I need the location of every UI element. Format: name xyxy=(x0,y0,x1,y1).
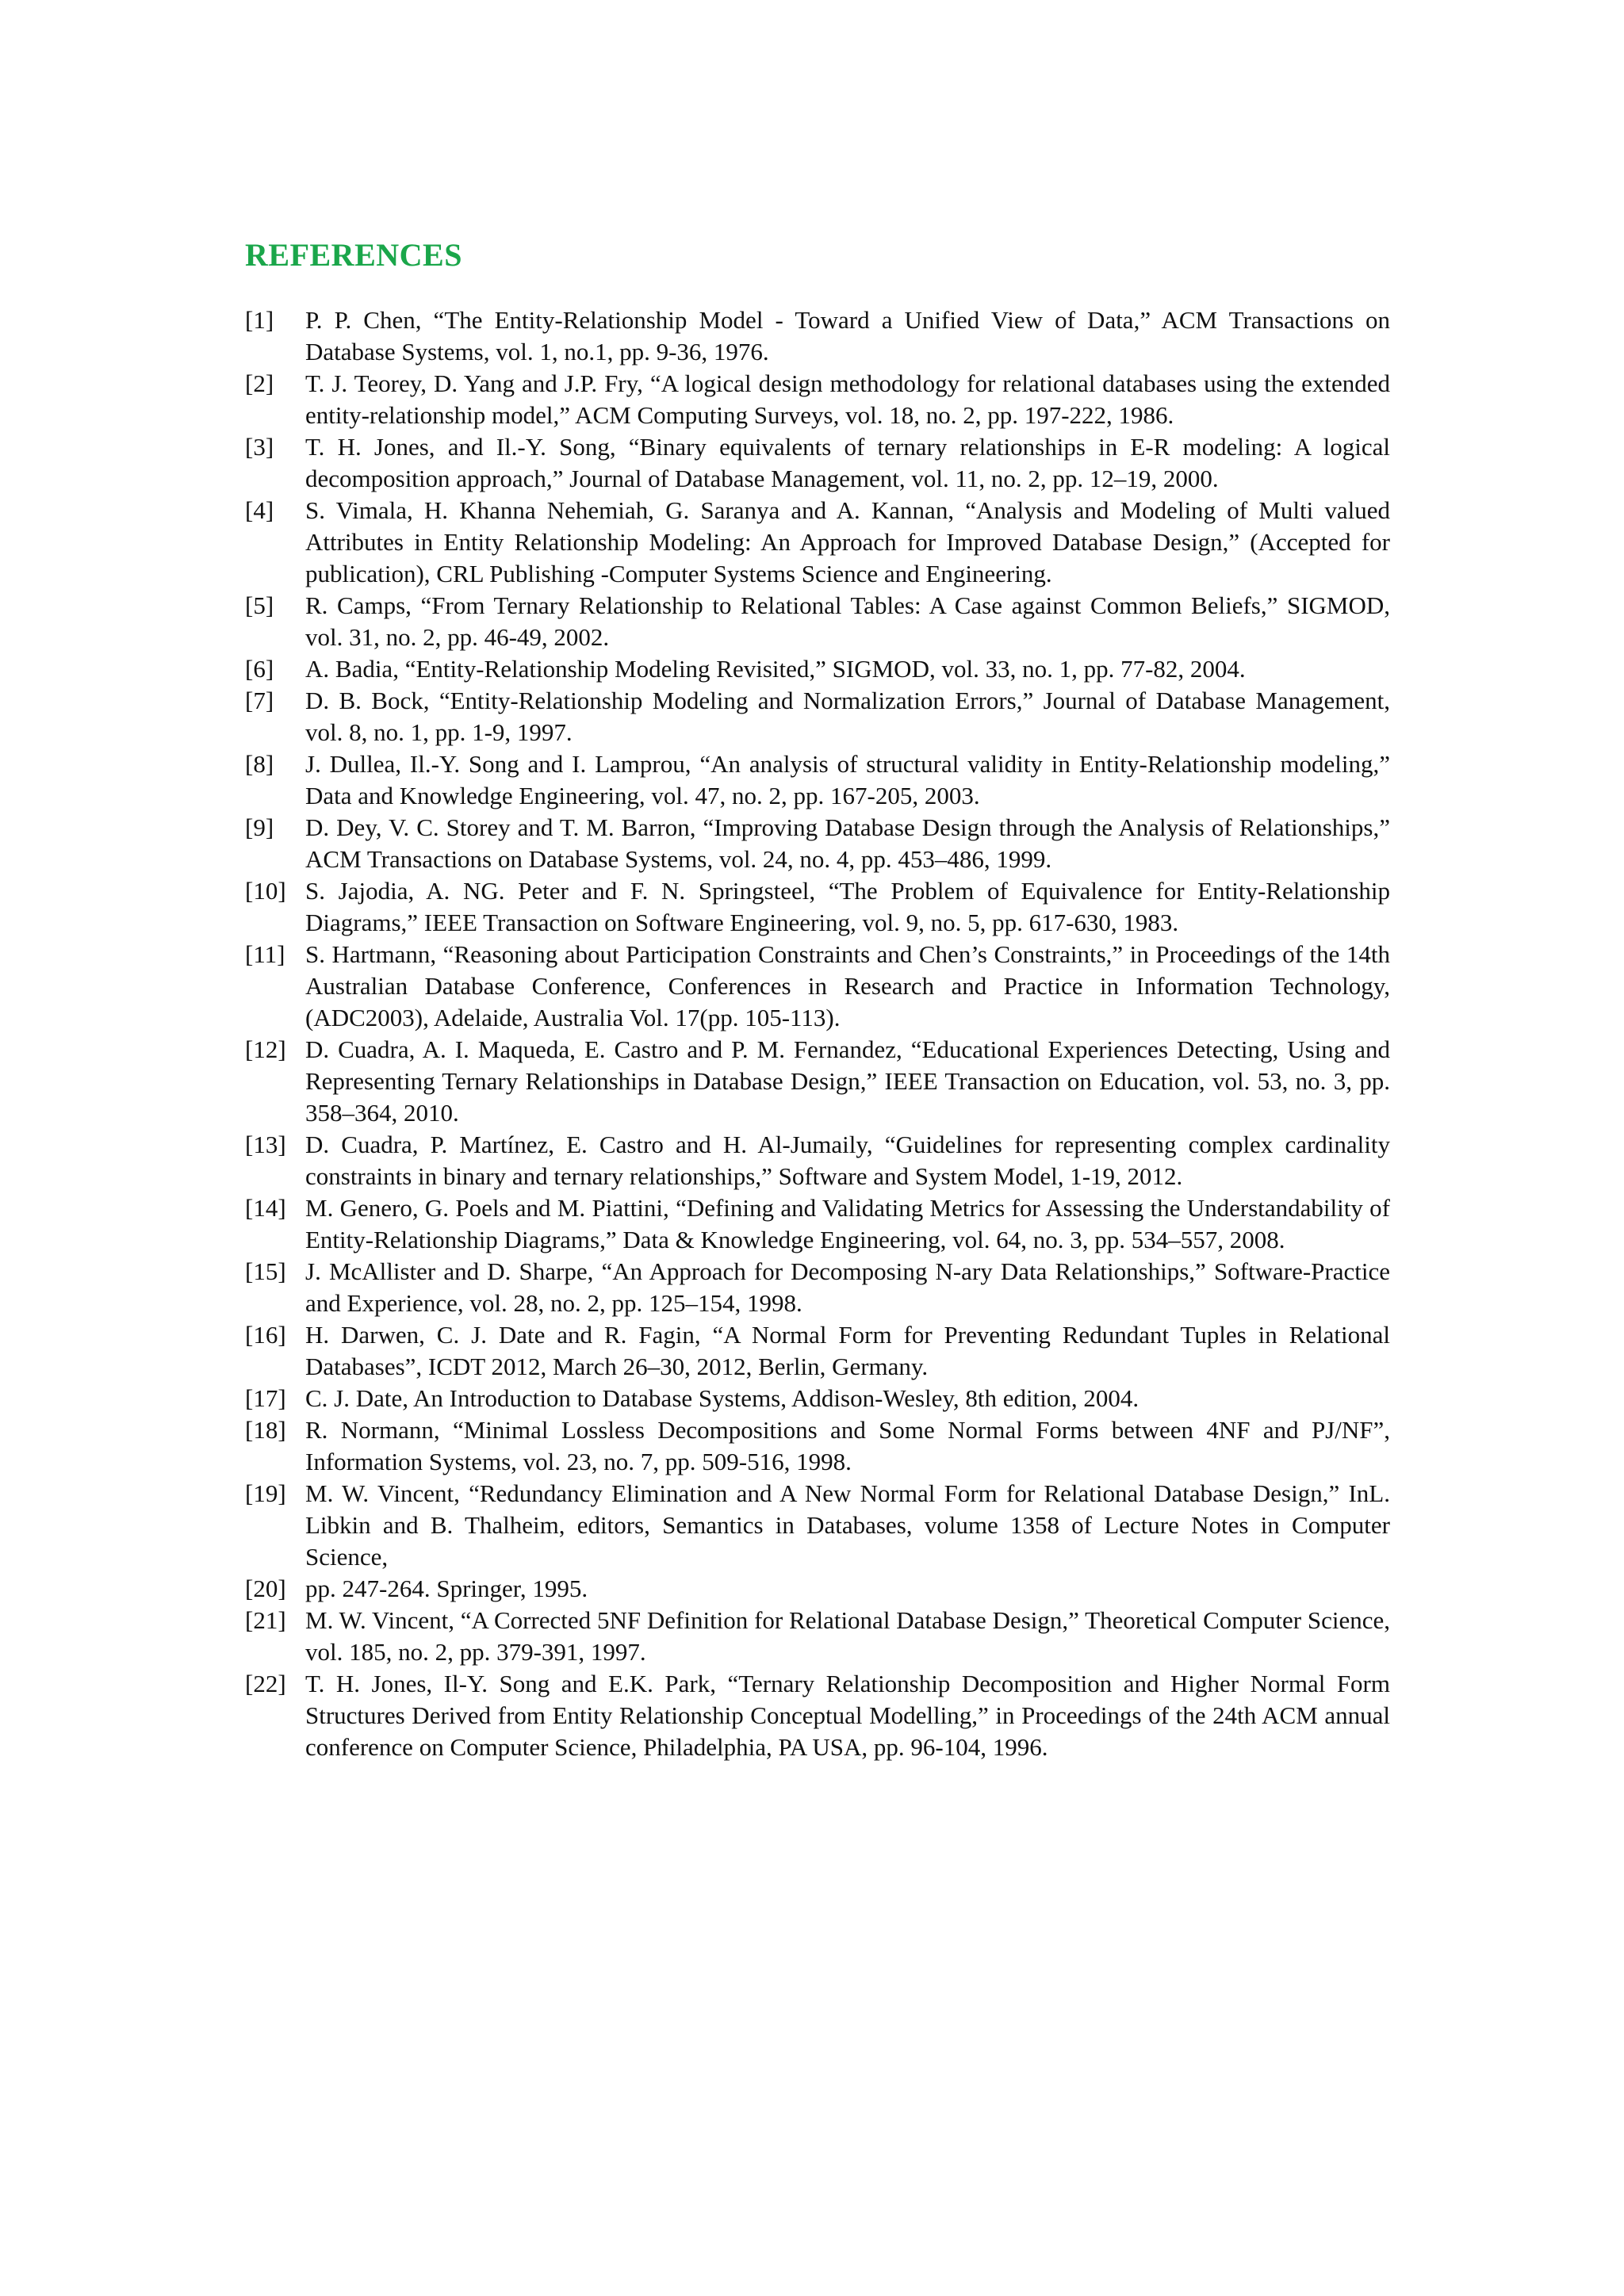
reference-text: T. H. Jones, and Il.-Y. Song, “Binary equivalents of ternary relationships in E-R modeling: A logical decomposition approach,” Journal of Database Management, vol. 11, no. 2, pp. 12–19, 2000. xyxy=(305,433,1390,492)
reference-item xyxy=(245,748,1390,812)
reference-text: C. J. Date, An Introduction to Database Systems, Addison-Wesley, 8th edition, 2004. xyxy=(305,1384,1139,1412)
reference-number: [19] xyxy=(245,1479,286,1507)
reference-text: P. P. Chen, “The Entity-Relationship Model - Toward a Unified View of Data,” ACM Transactions on Database Systems, vol. 1, no.1, pp. 9-36, 1976. xyxy=(305,306,1390,365)
reference-number: [20] xyxy=(245,1575,286,1602)
reference-text: T. H. Jones, Il-Y. Song and E.K. Park, “Ternary Relationship Decomposition and Higher Normal Form Structures Derived from Entity Relationship Conceptual Modelling,” in Proceedings of the 24th ACM annual conference on Computer Science, Philadelphia, PA USA, pp. 96-104, 1996. xyxy=(305,1670,1390,1761)
reference-item xyxy=(245,590,1390,653)
reference-item xyxy=(245,368,1390,431)
reference-item xyxy=(245,875,1390,939)
reference-text: J. McAllister and D. Sharpe, “An Approach for Decomposing N-ary Data Relationships,” Software-Practice and Experience, vol. 28, no. 2, pp. 125–154, 1998. xyxy=(305,1257,1390,1317)
reference-number: [8] xyxy=(245,750,274,778)
reference-number: [13] xyxy=(245,1131,286,1158)
reference-item xyxy=(245,1573,1390,1605)
reference-item xyxy=(245,812,1390,875)
reference-number: [14] xyxy=(245,1194,286,1222)
reference-item xyxy=(245,1668,1390,1763)
reference-item xyxy=(245,653,1390,685)
reference-item xyxy=(245,1192,1390,1256)
reference-number: [22] xyxy=(245,1670,286,1697)
reference-item xyxy=(245,1478,1390,1573)
reference-number: [4] xyxy=(245,496,274,524)
references-heading: REFERENCES xyxy=(245,237,462,273)
reference-text: pp. 247-264. Springer, 1995. xyxy=(305,1575,588,1602)
reference-text: S. Jajodia, A. NG. Peter and F. N. Springsteel, “The Problem of Equivalence for Entity-Relationship Diagrams,” IEEE Transaction on Software Engineering, vol. 9, no. 5, pp. 617-630, 1983. xyxy=(305,877,1390,936)
reference-text: R. Normann, “Minimal Lossless Decompositions and Some Normal Forms between 4NF and PJ/NF”, Information Systems, vol. 23, no. 7, pp. 509-516, 1998. xyxy=(305,1416,1390,1475)
reference-number: [17] xyxy=(245,1384,286,1412)
reference-text: M. W. Vincent, “Redundancy Elimination and A New Normal Form for Relational Database Design,” InL. Libkin and B. Thalheim, editors, Semantics in Databases, volume 1358 of Lecture Notes in Computer Science, xyxy=(305,1479,1390,1571)
reference-text: J. Dullea, Il.-Y. Song and I. Lamprou, “An analysis of structural validity in Entity-Relationship modeling,” Data and Knowledge Engineering, vol. 47, no. 2, pp. 167-205, 2003. xyxy=(305,750,1390,809)
reference-number: [7] xyxy=(245,687,274,714)
reference-list xyxy=(245,304,1390,1763)
reference-item xyxy=(245,431,1390,495)
reference-number: [21] xyxy=(245,1606,286,1634)
reference-item xyxy=(245,1319,1390,1383)
reference-item xyxy=(245,495,1390,590)
reference-number: [5] xyxy=(245,591,274,619)
reference-item xyxy=(245,1256,1390,1319)
reference-number: [9] xyxy=(245,813,274,841)
reference-number: [18] xyxy=(245,1416,286,1444)
reference-item xyxy=(245,1605,1390,1668)
reference-text: A. Badia, “Entity-Relationship Modeling Revisited,” SIGMOD, vol. 33, no. 1, pp. 77-82, 2004. xyxy=(305,655,1246,683)
reference-text: M. Genero, G. Poels and M. Piattini, “Defining and Validating Metrics for Assessing the Understandability of Entity-Relationship Diagrams,” Data & Knowledge Engineering, vol. 64, no. 3, pp. 534–557, 2008. xyxy=(305,1194,1390,1253)
reference-item xyxy=(245,1129,1390,1192)
reference-text: D. Cuadra, P. Martínez, E. Castro and H. Al-Jumaily, “Guidelines for representing complex cardinality constraints in binary and ternary relationships,” Software and System Model, 1-19, 2012. xyxy=(305,1131,1390,1190)
reference-number: [11] xyxy=(245,940,285,968)
reference-text: H. Darwen, C. J. Date and R. Fagin, “A Normal Form for Preventing Redundant Tuples in Relational Databases”, ICDT 2012, March 26–30, 2012, Berlin, Germany. xyxy=(305,1321,1390,1380)
reference-text: M. W. Vincent, “A Corrected 5NF Definition for Relational Database Design,” Theoretical Computer Science, vol. 185, no. 2, pp. 379-391, 1997. xyxy=(305,1606,1390,1666)
reference-number: [2] xyxy=(245,369,274,397)
reference-text: D. B. Bock, “Entity-Relationship Modeling and Normalization Errors,” Journal of Database Management, vol. 8, no. 1, pp. 1-9, 1997. xyxy=(305,687,1390,746)
reference-number: [10] xyxy=(245,877,286,905)
reference-item xyxy=(245,1414,1390,1478)
reference-item xyxy=(245,1383,1390,1414)
reference-item xyxy=(245,1034,1390,1129)
reference-item xyxy=(245,685,1390,748)
reference-text: S. Vimala, H. Khanna Nehemiah, G. Saranya and A. Kannan, “Analysis and Modeling of Multi valued Attributes in Entity Relationship Modeling: An Approach for Improved Database Design,” (Accepted for publication), CRL Publishing -Computer Systems Science and Engineering. xyxy=(305,496,1390,587)
reference-item xyxy=(245,939,1390,1034)
reference-number: [15] xyxy=(245,1257,286,1285)
reference-number: [3] xyxy=(245,433,274,461)
reference-item xyxy=(245,304,1390,368)
reference-text: R. Camps, “From Ternary Relationship to Relational Tables: A Case against Common Beliefs,” SIGMOD, vol. 31, no. 2, pp. 46-49, 2002. xyxy=(305,591,1390,651)
reference-text: S. Hartmann, “Reasoning about Participation Constraints and Chen’s Constraints,” in Proceedings of the 14th Australian Database Conference, Conferences in Research and Practice in Information Technology, (ADC2003), Adelaide, Australia Vol. 17(pp. 105-113). xyxy=(305,940,1390,1031)
reference-text: D. Cuadra, A. I. Maqueda, E. Castro and P. M. Fernandez, “Educational Experiences Detecting, Using and Representing Ternary Relationships in Database Design,” IEEE Transaction on Education, vol. 53, no. 3, pp. 358–364, 2010. xyxy=(305,1035,1390,1127)
reference-number: [12] xyxy=(245,1035,286,1063)
reference-number: [6] xyxy=(245,655,274,683)
reference-text: T. J. Teorey, D. Yang and J.P. Fry, “A logical design methodology for relational databases using the extended entity-relationship model,” ACM Computing Surveys, vol. 18, no. 2, pp. 197-222, 1986. xyxy=(305,369,1390,429)
reference-text: D. Dey, V. C. Storey and T. M. Barron, “Improving Database Design through the Analysis of Relationships,” ACM Transactions on Database Systems, vol. 24, no. 4, pp. 453–486, 1999. xyxy=(305,813,1390,873)
reference-number: [1] xyxy=(245,306,274,334)
reference-number: [16] xyxy=(245,1321,286,1349)
